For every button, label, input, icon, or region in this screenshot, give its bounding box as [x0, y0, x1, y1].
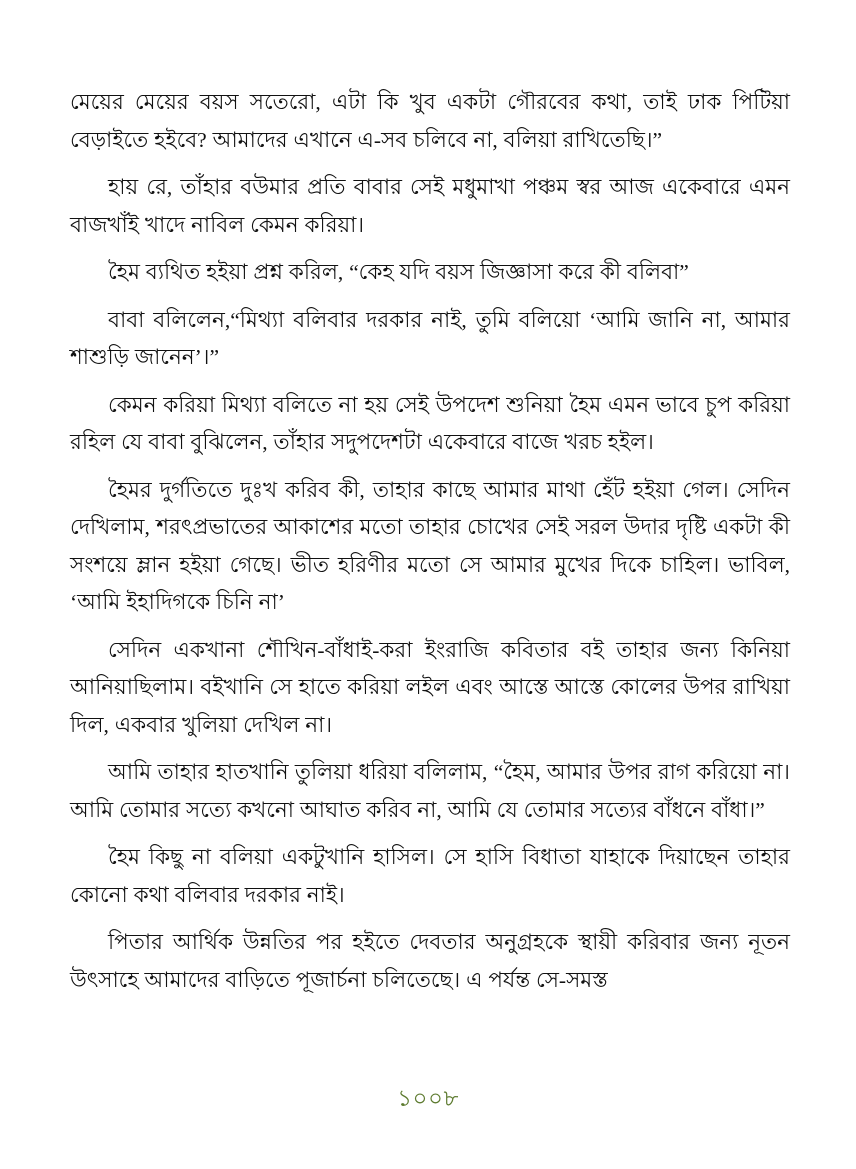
paragraph: বাবা বলিলেন,“মিথ্যা বলিবার দরকার নাই, তুমি বলিয়ো ‘আমি জানি না, আমার শাশুড়ি জানেন’।”: [70, 307, 790, 369]
page-number: ১০০৮: [397, 1086, 459, 1111]
paragraph: আমি তাহার হাতখানি তুলিয়া ধরিয়া বলিলাম, “হৈম, আমার উপর রাগ করিয়ো না। আমি তোমার সত্যে কখনো আঘাত করিব না, আমি যে তোমার সত্যের বাঁধনে বাঁধা।”: [70, 760, 790, 822]
paragraph: হৈম কিছু না বলিয়া একটুখানি হাসিল। সে হাসি বিধাতা যাহাকে দিয়াছেন তাহার কোনো কথা বলিবার দরকার নাই।: [70, 845, 790, 907]
paragraph: পিতার আর্থিক উন্নতির পর হইতে দেবতার অনুগ্রহকে স্থায়ী করিবার জন্য নূতন উৎসাহে আমাদের বাড়িতে পূজার্চনা চলিতেছে। এ পর্যন্ত সে-সমস্ত: [70, 930, 790, 992]
body-text-block: [70, 84, 790, 999]
paragraph: সেদিন একখানা শৌখিন-বাঁধাই-করা ইংরাজি কবিতার বই তাহার জন্য কিনিয়া আনিয়াছিলাম। বইখানি সে হাতে করিয়া লইল এবং আস্তে আস্তে কোলের উপর রাখিয়া দিল, একবার খুলিয়া দেখিল না।: [70, 637, 790, 737]
paragraph: মেয়ের মেয়ের বয়স সতেরো, এটা কি খুব একটা গৌরবের কথা, তাই ঢাক পিটিয়া বেড়াইতে হইবে? আমাদের এখানে এ-সব চলিবে না, বলিয়া রাখিতেছি।”: [70, 90, 790, 152]
paragraph: হৈম ব্যথিত হইয়া প্রশ্ন করিল, “কেহ যদি বয়স জিজ্ঞাসা করে কী বলিবা”: [108, 260, 689, 284]
paragraph: হৈমর দুর্গতিতে দুঃখ করিব কী, তাহার কাছে আমার মাথা হেঁট হইয়া গেল। সেদিন দেখিলাম, শরৎপ্রভাতের আকাশের মতো তাহার চোখের সেই সরল উদার দৃষ্টি একটা কী সংশয়ে ম্লান হইয়া গেছে। ভীত হরিণীর মতো সে আমার মুখের দিকে চাহিল। ভাবিল, ‘আমি ইহাদিগকে চিনি না’: [70, 477, 790, 614]
paragraph: হায় রে, তাঁহার বউমার প্রতি বাবার সেই মধুমাখা পঞ্চম স্বর আজ একেবারে এমন বাজখাঁই খাদে নাবিল কেমন করিয়া।: [70, 175, 790, 237]
paragraph: কেমন করিয়া মিথ্যা বলিতে না হয় সেই উপদেশ শুনিয়া হৈম এমন ভাবে চুপ করিয়া রহিল যে বাবা বুঝিলেন, তাঁহার সদুপদেশটা একেবারে বাজে খরচ হইল।: [70, 392, 790, 454]
